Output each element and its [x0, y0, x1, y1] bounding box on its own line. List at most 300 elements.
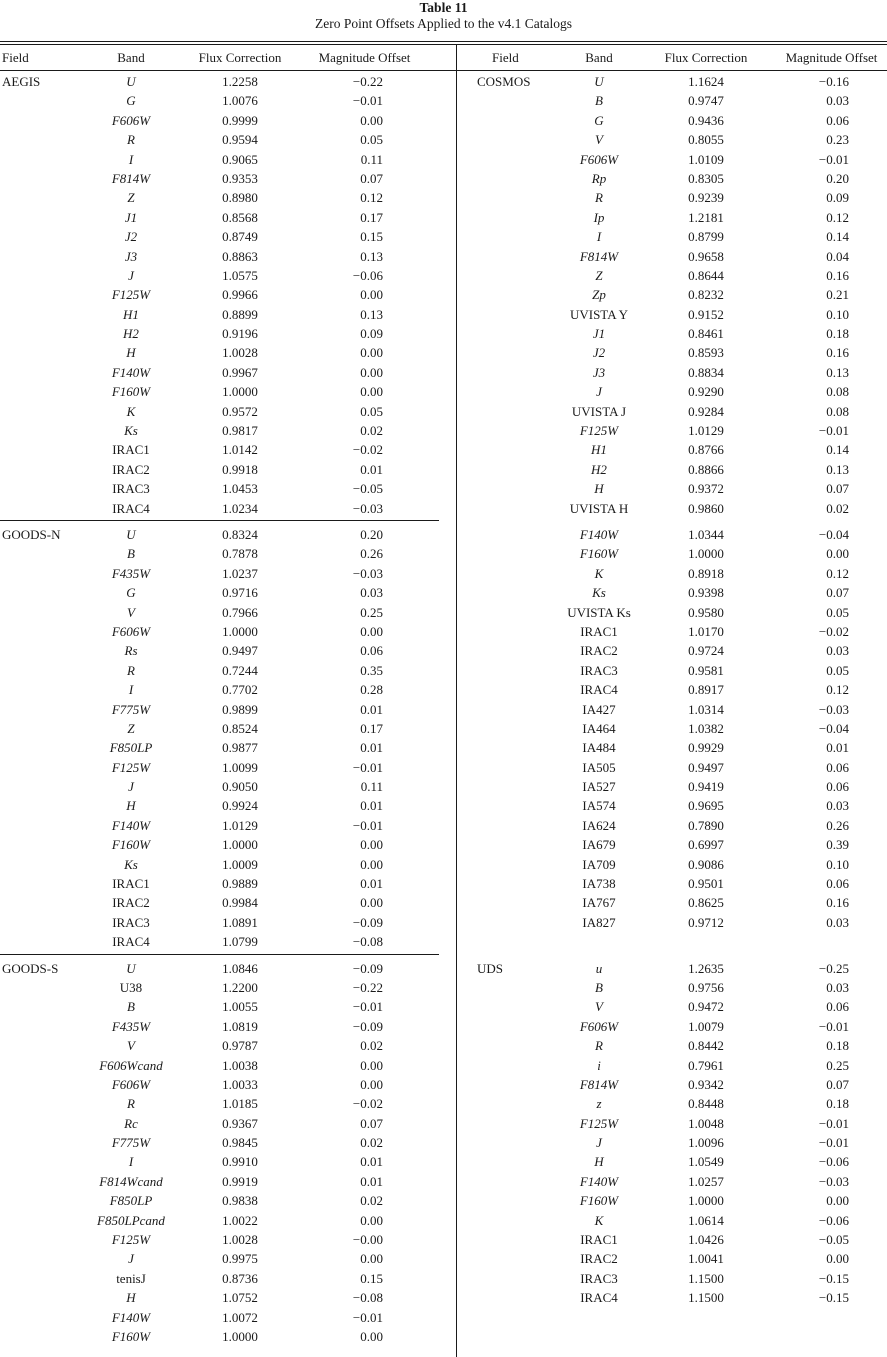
table-row	[457, 1249, 887, 1268]
flux-correction: 0.9695	[688, 798, 724, 814]
flux-correction: 0.9716	[222, 585, 258, 601]
flux-correction: 0.9919	[222, 1173, 258, 1189]
flux-correction: 1.0109	[688, 151, 724, 167]
flux-correction: 0.9497	[688, 759, 724, 775]
band-name: K	[594, 565, 604, 581]
flux-correction: 1.0237	[222, 565, 258, 581]
band-name: IRAC3	[112, 914, 150, 930]
band-name: IA464	[582, 720, 616, 736]
band-name: R	[595, 1038, 603, 1054]
band-name: F850LP	[109, 740, 153, 756]
magnitude-offset: −0.09	[352, 1018, 383, 1034]
magnitude-offset: 0.00	[360, 287, 383, 303]
table-row	[0, 855, 456, 874]
band-name: Rp	[591, 170, 607, 186]
header-rule	[0, 70, 887, 71]
band-name: R	[127, 662, 135, 678]
flux-correction: 1.0076	[222, 93, 258, 109]
band-name: F606W	[579, 151, 619, 167]
magnitude-offset: 0.14	[826, 442, 849, 458]
table-row	[0, 440, 456, 459]
table-row	[0, 978, 456, 997]
table-row	[0, 661, 456, 680]
table-row	[0, 111, 456, 130]
table-row	[0, 305, 456, 324]
table-row	[457, 525, 887, 544]
band-name: IRAC3	[580, 662, 618, 678]
flux-correction: 1.2181	[688, 209, 724, 225]
band-name: IA767	[582, 895, 616, 911]
magnitude-offset: 0.07	[360, 170, 383, 186]
magnitude-offset: 0.00	[360, 895, 383, 911]
flux-correction: 1.0234	[222, 500, 258, 516]
flux-correction: 0.9924	[222, 798, 258, 814]
magnitude-offset: −0.01	[818, 423, 849, 439]
magnitude-offset: 0.00	[360, 112, 383, 128]
field-name: COSMOS	[477, 74, 531, 89]
magnitude-offset: −0.09	[352, 960, 383, 976]
flux-correction: 0.9581	[688, 662, 724, 678]
table-row	[0, 816, 456, 835]
flux-correction: 0.6997	[688, 837, 724, 853]
band-name: F125W	[111, 759, 151, 775]
magnitude-offset: 0.01	[360, 701, 383, 717]
table-row	[0, 997, 456, 1016]
table-row	[0, 913, 456, 932]
band-name: I	[596, 229, 602, 245]
flux-correction: 1.0549	[688, 1154, 724, 1170]
magnitude-offset: 0.02	[360, 1135, 383, 1151]
band-name: G	[126, 93, 136, 109]
flux-correction: 0.9724	[688, 643, 724, 659]
magnitude-offset: 0.02	[360, 1038, 383, 1054]
band-name: H1	[591, 442, 607, 458]
magnitude-offset: 0.13	[360, 248, 383, 264]
magnitude-offset: 0.02	[826, 500, 849, 516]
flux-correction: 1.0846	[222, 960, 258, 976]
flux-correction: 0.8442	[688, 1038, 724, 1054]
band-name: U	[126, 960, 136, 976]
magnitude-offset: 0.00	[360, 345, 383, 361]
table-header-row	[0, 47, 456, 69]
magnitude-offset: 0.11	[360, 779, 383, 795]
table-row	[0, 738, 456, 757]
magnitude-offset: 0.15	[360, 229, 383, 245]
flux-correction: 0.9845	[222, 1135, 258, 1151]
flux-correction: 0.9966	[222, 287, 258, 303]
band-name: Ks	[124, 856, 138, 872]
table-row	[0, 874, 456, 893]
flux-correction: 1.0000	[688, 546, 724, 562]
band-name: F125W	[579, 1115, 619, 1131]
right-table-body	[457, 72, 887, 1308]
band-name: F140W	[111, 1309, 151, 1325]
magnitude-offset: 0.06	[826, 999, 849, 1015]
magnitude-offset: −0.03	[352, 500, 383, 516]
magnitude-offset: 0.15	[360, 1270, 383, 1286]
table-row	[0, 1191, 456, 1210]
band-name: J2	[124, 229, 138, 245]
flux-correction: 1.0170	[688, 623, 724, 639]
magnitude-offset: 0.01	[360, 1173, 383, 1189]
field-name: AEGIS	[2, 74, 41, 89]
flux-correction: 0.9050	[222, 779, 258, 795]
magnitude-offset: 0.00	[360, 1212, 383, 1228]
flux-correction: 0.9353	[222, 170, 258, 186]
band-name: Z	[127, 190, 135, 206]
band-name: I	[128, 1154, 134, 1170]
magnitude-offset: 0.08	[826, 384, 849, 400]
magnitude-offset: −0.22	[352, 979, 383, 995]
band-name: Zp	[592, 287, 606, 303]
magnitude-offset: 0.00	[826, 1251, 849, 1267]
magnitude-offset: 0.00	[826, 1193, 849, 1209]
table-row	[457, 622, 887, 641]
flux-correction: 0.8593	[688, 345, 724, 361]
magnitude-offset: 0.00	[360, 384, 383, 400]
band-name: J	[596, 384, 602, 400]
magnitude-offset: 0.35	[360, 662, 383, 678]
table-row	[457, 188, 887, 207]
band-name: J	[128, 779, 134, 795]
table-row	[0, 1308, 456, 1327]
magnitude-offset: −0.03	[352, 565, 383, 581]
table-row	[457, 1075, 887, 1094]
band-name: K	[126, 403, 136, 419]
band-name: V	[595, 999, 603, 1015]
flux-correction: 0.9860	[688, 500, 724, 516]
table-row	[457, 1152, 887, 1171]
magnitude-offset: 0.26	[826, 817, 849, 833]
magnitude-offset: 0.12	[826, 682, 849, 698]
band-name: UVISTA Y	[569, 306, 629, 322]
table-row	[0, 324, 456, 343]
band-name: U38	[119, 979, 143, 995]
magnitude-offset: −0.02	[352, 442, 383, 458]
band-name: UVISTA Ks	[567, 604, 631, 620]
magnitude-offset: 0.00	[360, 1251, 383, 1267]
band-name: B	[127, 999, 135, 1015]
table-row	[0, 208, 456, 227]
table-row	[457, 72, 887, 91]
table-row	[457, 421, 887, 440]
flux-correction: 1.0041	[688, 1251, 724, 1267]
table-row	[457, 382, 887, 401]
flux-correction: 0.9967	[222, 364, 258, 380]
magnitude-offset: −0.02	[352, 1096, 383, 1112]
magnitude-offset: 0.07	[826, 585, 849, 601]
flux-correction: 0.8324	[222, 526, 258, 542]
magnitude-offset: 0.10	[826, 306, 849, 322]
band-name: IRAC4	[580, 682, 618, 698]
header-field: Field	[492, 50, 519, 65]
magnitude-offset: 0.01	[360, 798, 383, 814]
band-name: IRAC1	[112, 442, 150, 458]
magnitude-offset: −0.15	[818, 1290, 849, 1306]
magnitude-offset: 0.00	[360, 856, 383, 872]
flux-correction: 1.0000	[688, 1193, 724, 1209]
band-name: F140W	[111, 364, 151, 380]
band-name: J	[596, 1135, 602, 1151]
table-row	[457, 816, 887, 835]
table-row	[0, 835, 456, 854]
magnitude-offset: −0.25	[818, 960, 849, 976]
table-row	[0, 479, 456, 498]
band-name: H	[126, 798, 136, 814]
table-row	[457, 479, 887, 498]
magnitude-offset: 0.07	[826, 1076, 849, 1092]
flux-correction: 1.0099	[222, 759, 258, 775]
table-row	[457, 738, 887, 757]
band-name: G	[126, 585, 136, 601]
magnitude-offset: 0.14	[826, 229, 849, 245]
table-row	[457, 835, 887, 854]
band-name: J1	[592, 326, 606, 342]
flux-correction: 1.1500	[688, 1290, 724, 1306]
magnitude-offset: 0.11	[360, 151, 383, 167]
table-row	[0, 1017, 456, 1036]
magnitude-offset: 0.13	[360, 306, 383, 322]
header-flux: Flux Correction	[198, 50, 282, 65]
table-row	[457, 363, 887, 382]
magnitude-offset: 0.17	[360, 209, 383, 225]
table-row	[457, 111, 887, 130]
flux-correction: 1.0048	[688, 1115, 724, 1131]
table-row	[457, 1211, 887, 1230]
flux-correction: 0.7244	[222, 662, 258, 678]
magnitude-offset: −0.01	[818, 1115, 849, 1131]
magnitude-offset: 0.12	[826, 209, 849, 225]
table-row	[457, 583, 887, 602]
flux-correction: 0.8524	[222, 720, 258, 736]
flux-correction: 0.9889	[222, 876, 258, 892]
band-name: B	[595, 93, 603, 109]
band-name: H	[126, 1290, 136, 1306]
header-mag: Magnitude Offset	[785, 50, 878, 65]
flux-correction: 0.9284	[688, 403, 724, 419]
band-name: H2	[123, 326, 139, 342]
band-name: IA738	[582, 876, 616, 892]
magnitude-offset: 0.05	[826, 604, 849, 620]
flux-correction: 0.9367	[222, 1115, 258, 1131]
table-row	[0, 1269, 456, 1288]
magnitude-offset: 0.03	[826, 93, 849, 109]
band-name: Z	[127, 720, 135, 736]
magnitude-offset: −0.09	[352, 914, 383, 930]
magnitude-offset: 0.17	[360, 720, 383, 736]
flux-correction: 1.0079	[688, 1018, 724, 1034]
table-row	[0, 1152, 456, 1171]
magnitude-offset: 0.00	[826, 546, 849, 562]
magnitude-offset: 0.05	[360, 132, 383, 148]
table-row	[457, 169, 887, 188]
magnitude-offset: 0.06	[826, 876, 849, 892]
band-name: U	[126, 526, 136, 542]
magnitude-offset: 0.00	[360, 1076, 383, 1092]
magnitude-offset: 0.02	[360, 1193, 383, 1209]
table-row	[457, 305, 887, 324]
field-name: GOODS-N	[2, 526, 61, 542]
flux-correction: 0.9086	[688, 856, 724, 872]
band-name: I	[128, 151, 134, 167]
flux-correction: 1.0000	[222, 1329, 258, 1344]
magnitude-offset: 0.06	[826, 112, 849, 128]
table-row	[0, 499, 456, 518]
table-row	[0, 188, 456, 207]
flux-correction: 0.9398	[688, 585, 724, 601]
band-name: R	[127, 132, 135, 148]
band-name: IRAC2	[112, 461, 150, 477]
table-row	[0, 959, 456, 978]
flux-correction: 1.0055	[222, 999, 258, 1015]
table-row	[0, 1288, 456, 1307]
table-title: Table 11	[419, 0, 468, 15]
magnitude-offset: 0.01	[360, 461, 383, 477]
magnitude-offset: −0.01	[818, 1018, 849, 1034]
table-row	[457, 544, 887, 563]
header-band: Band	[585, 50, 613, 65]
header-mag: Magnitude Offset	[318, 50, 411, 65]
table-row	[457, 227, 887, 246]
flux-correction: 0.7890	[688, 817, 724, 833]
band-name: IRAC2	[580, 1251, 618, 1267]
flux-correction: 1.0129	[688, 423, 724, 439]
flux-correction: 0.9239	[688, 190, 724, 206]
flux-correction: 0.9817	[222, 423, 258, 439]
table-row	[457, 1269, 887, 1288]
table-row	[0, 525, 456, 544]
band-name: IRAC1	[580, 1232, 618, 1248]
top-rule-1	[0, 41, 887, 42]
magnitude-offset: 0.03	[826, 798, 849, 814]
magnitude-offset: 0.01	[360, 740, 383, 756]
table-row	[457, 1133, 887, 1152]
band-name: Ks	[592, 585, 606, 601]
magnitude-offset: 0.28	[360, 682, 383, 698]
table-row	[0, 1114, 456, 1133]
band-name: IA709	[582, 856, 616, 872]
band-name: IA427	[582, 701, 616, 717]
table-row	[0, 247, 456, 266]
flux-correction: 0.9929	[688, 740, 724, 756]
flux-correction: 0.9290	[688, 384, 724, 400]
band-name: IRAC4	[112, 934, 150, 950]
flux-correction: 0.8749	[222, 229, 258, 245]
magnitude-offset: 0.12	[826, 565, 849, 581]
flux-correction: 0.9580	[688, 604, 724, 620]
table-row	[457, 499, 887, 518]
band-name: F125W	[111, 287, 151, 303]
band-name: IA505	[582, 759, 616, 775]
band-name: F125W	[579, 423, 619, 439]
band-name: J	[128, 1251, 134, 1267]
flux-correction: 1.0038	[222, 1057, 258, 1073]
band-name: F160W	[111, 837, 151, 853]
magnitude-offset: 0.00	[360, 364, 383, 380]
band-name: U	[594, 74, 604, 89]
table-row	[457, 1017, 887, 1036]
table-row	[457, 855, 887, 874]
flux-correction: 1.0575	[222, 267, 258, 283]
flux-correction: 1.0028	[222, 1232, 258, 1248]
table-row	[0, 227, 456, 246]
magnitude-offset: 0.10	[826, 856, 849, 872]
band-name: V	[595, 132, 603, 148]
table-row	[457, 719, 887, 738]
flux-correction: 0.8448	[688, 1096, 724, 1112]
flux-correction: 1.0614	[688, 1212, 724, 1228]
flux-correction: 1.2258	[222, 74, 258, 89]
right-panel	[457, 47, 887, 1308]
magnitude-offset: 0.09	[826, 190, 849, 206]
flux-correction: 0.9497	[222, 643, 258, 659]
table-row	[0, 544, 456, 563]
band-name: J3	[592, 364, 606, 380]
flux-correction: 0.9472	[688, 999, 724, 1015]
flux-correction: 1.2200	[222, 979, 258, 995]
flux-correction: 0.8866	[688, 461, 724, 477]
table-row	[457, 1036, 887, 1055]
flux-correction: 1.0752	[222, 1290, 258, 1306]
flux-correction: 0.9594	[222, 132, 258, 148]
flux-correction: 0.9747	[688, 93, 724, 109]
magnitude-offset: −0.08	[352, 1290, 383, 1306]
table-row	[0, 150, 456, 169]
magnitude-offset: −0.01	[352, 93, 383, 109]
flux-correction: 1.0000	[222, 623, 258, 639]
magnitude-offset: 0.08	[826, 403, 849, 419]
flux-correction: 1.0000	[222, 837, 258, 853]
band-name: F160W	[579, 1193, 619, 1209]
table-row	[0, 421, 456, 440]
table-row	[0, 382, 456, 401]
band-name: F850LP	[109, 1193, 153, 1209]
table-row	[457, 247, 887, 266]
band-name: IA827	[582, 914, 616, 930]
table-row	[0, 1172, 456, 1191]
flux-correction: 0.9787	[222, 1038, 258, 1054]
table-row	[457, 130, 887, 149]
table-row	[457, 1288, 887, 1307]
table-row	[457, 1191, 887, 1210]
band-name: IA527	[582, 779, 616, 795]
flux-correction: 0.9899	[222, 701, 258, 717]
band-name: F160W	[111, 1329, 151, 1344]
magnitude-offset: −0.05	[352, 481, 383, 497]
flux-correction: 0.8834	[688, 364, 724, 380]
flux-correction: 0.9756	[688, 979, 724, 995]
magnitude-offset: 0.39	[826, 837, 849, 853]
band-name: F140W	[111, 817, 151, 833]
table-row	[457, 343, 887, 362]
band-name: F160W	[579, 546, 619, 562]
band-name: Rc	[124, 1115, 138, 1131]
table-row	[457, 893, 887, 912]
band-name: F140W	[579, 526, 619, 542]
flux-correction: 0.9918	[222, 461, 258, 477]
flux-correction: 1.0891	[222, 914, 258, 930]
header-field: Field	[2, 50, 29, 65]
band-name: IRAC2	[112, 895, 150, 911]
table-row	[457, 700, 887, 719]
flux-correction: 1.0344	[688, 526, 724, 542]
band-name: K	[594, 1212, 604, 1228]
flux-correction: 1.0028	[222, 345, 258, 361]
table-row	[457, 91, 887, 110]
magnitude-offset: 0.05	[826, 662, 849, 678]
band-name: F814W	[111, 170, 151, 186]
band-name: V	[127, 1038, 135, 1054]
